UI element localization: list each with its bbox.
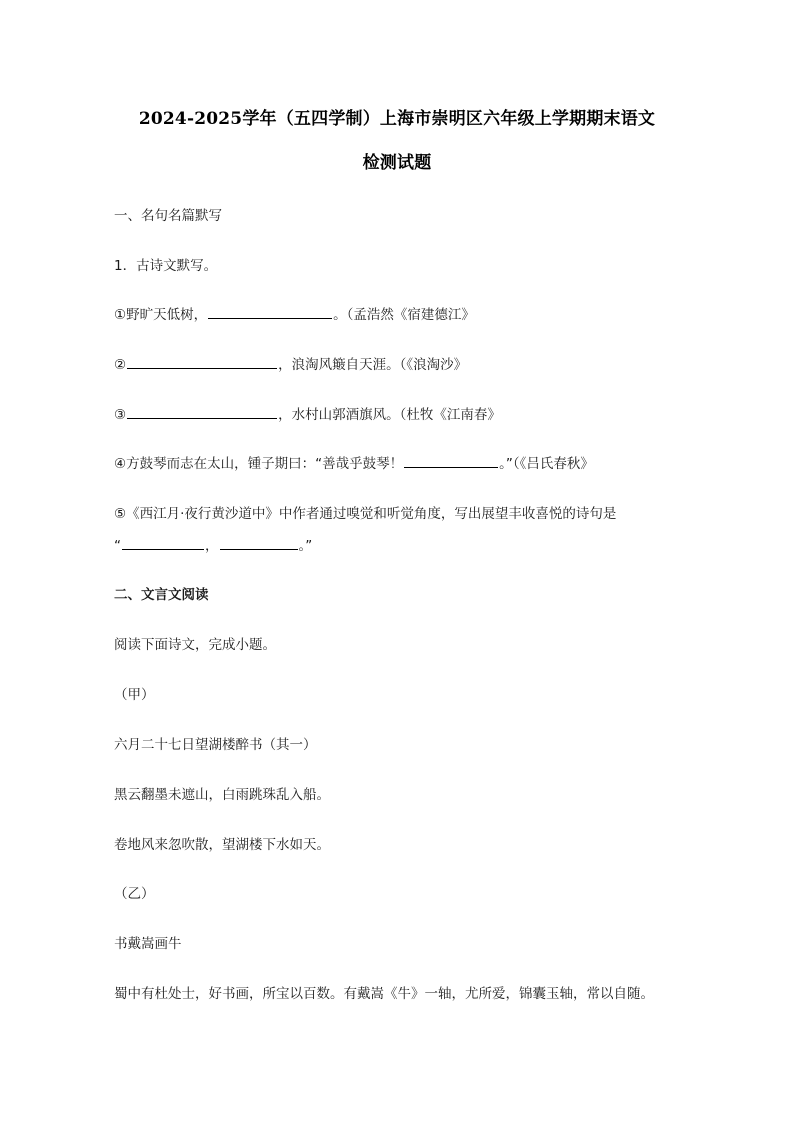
- question-1-item-5-line-1: ⑤《西江月·夜行黄沙道中》中作者通过嗅觉和听觉角度，写出展望丰收喜悦的诗句是: [114, 506, 617, 522]
- item-5-open-quote: “: [114, 538, 121, 554]
- answer-blank[interactable]: [208, 317, 332, 319]
- poem-line-1: 黑云翻墨未遮山，白雨跳珠乱入船。: [114, 787, 330, 803]
- poem-title: 六月二十七日望湖楼醉书（其一）: [114, 737, 317, 753]
- question-1-item-1: [114, 303, 475, 323]
- item-2-text-before: ②: [114, 357, 127, 373]
- item-3-text-before: ③: [114, 407, 127, 423]
- section-2-heading: 二、文言文阅读: [114, 587, 209, 603]
- answer-blank[interactable]: [122, 548, 204, 550]
- item-1-text-after: 。（孟浩然《宿建德江》: [333, 307, 475, 323]
- question-1-item-5-line-2: [114, 534, 312, 554]
- prose-title: 书戴嵩画牛: [114, 936, 182, 952]
- item-4-text-before: ④方鼓琴而志在太山，锺子期曰：“善哉乎鼓琴！: [114, 456, 404, 472]
- item-5-close-quote: 。”: [298, 538, 313, 554]
- question-1-item-4: [114, 452, 594, 472]
- document-title-line-2: 检测试题: [362, 153, 432, 173]
- item-3-text-after: ，水村山郭酒旗风。（杜牧《江南春》: [278, 407, 501, 423]
- prose-line-1: 蜀中有杜处士，好书画，所宝以百数。有戴嵩《牛》一轴，尤所爱，锦囊玉轴，常以自随。: [114, 986, 654, 1002]
- poem-line-2: 卷地风来忽吹散，望湖楼下水如天。: [114, 837, 330, 853]
- item-5-comma: ，: [205, 538, 219, 554]
- answer-blank[interactable]: [127, 417, 277, 419]
- answer-blank[interactable]: [127, 367, 277, 369]
- passage-b-label: （乙）: [114, 886, 155, 902]
- document-title-line-1: 2024-2025学年（五四学制）上海市崇明区六年级上学期期末语文: [138, 109, 656, 129]
- reading-instruction: 阅读下面诗文，完成小题。: [114, 637, 276, 653]
- passage-a-label: （甲）: [114, 687, 155, 703]
- question-1-item-2: [114, 353, 467, 373]
- item-2-text-after: ，浪淘风簸自天涯。（《浪淘沙》: [278, 357, 468, 373]
- question-1-label: 1．古诗文默写。: [114, 258, 218, 274]
- item-1-text-before: ①野旷天低树，: [114, 307, 208, 323]
- question-1-item-3: [114, 403, 501, 423]
- item-4-text-after: 。”（《吕氏春秋》: [499, 456, 594, 472]
- section-1-heading: 一、名句名篇默写: [114, 208, 222, 224]
- answer-blank[interactable]: [404, 466, 498, 468]
- answer-blank[interactable]: [220, 548, 298, 550]
